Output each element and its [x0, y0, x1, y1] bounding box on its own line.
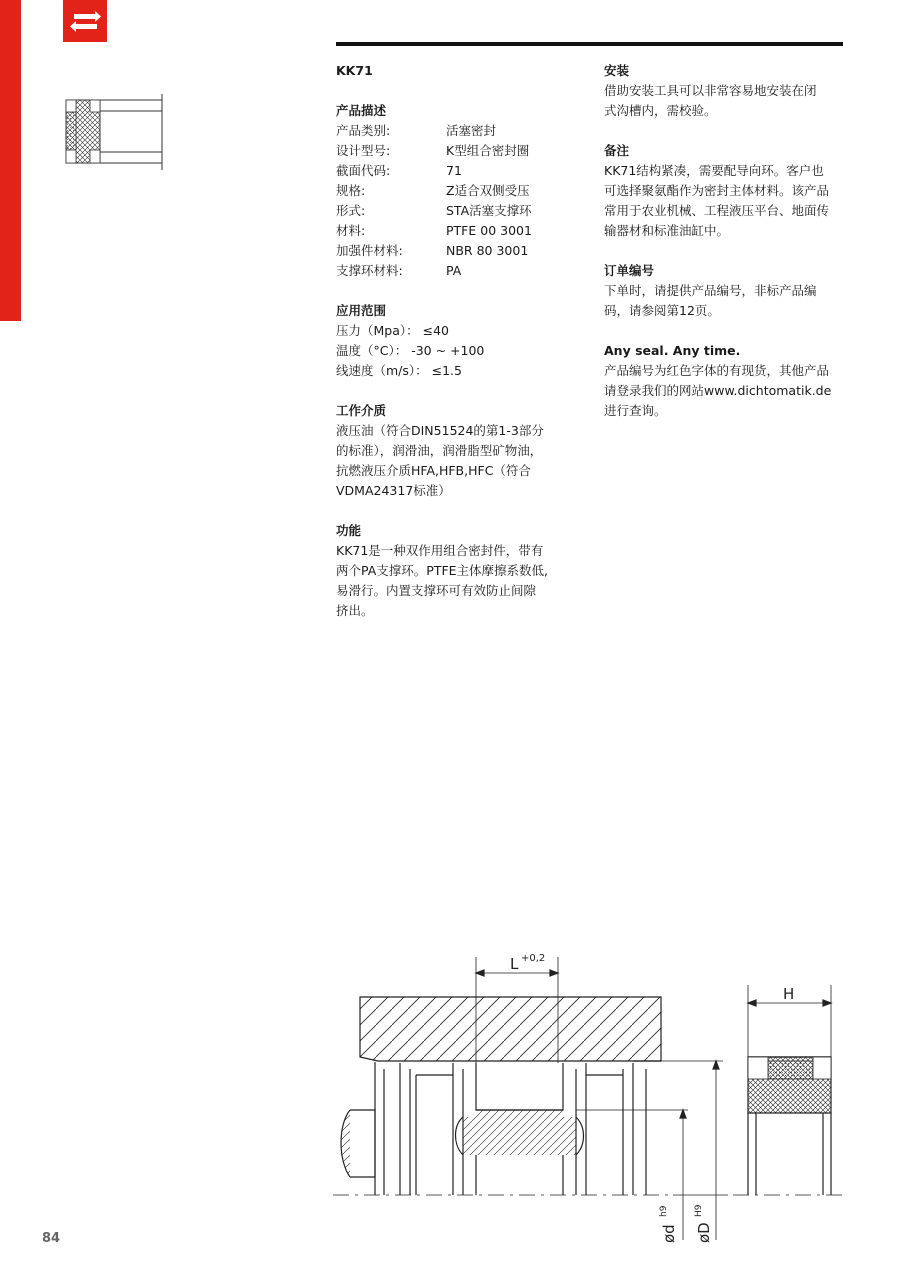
inner-diameter-label: ød — [660, 1224, 678, 1243]
notes-line: 可选择聚氨酯作为密封主体材料。该产品 — [604, 183, 830, 198]
notes-line: KK71结构紧凑，需要配导向环。客户也 — [604, 163, 824, 178]
slogan-line: 进行查询。 — [604, 403, 667, 418]
bidirectional-arrows-icon — [63, 0, 107, 42]
installation-line: 式沟槽内，需校验。 — [604, 103, 717, 118]
description-row: 设计型号: K型组合密封圈 — [336, 143, 530, 158]
red-side-bar — [0, 0, 21, 321]
description-row: 材料: PTFE 00 3001 — [336, 223, 532, 238]
description-row: 加强件材料: NBR 80 3001 — [336, 243, 529, 258]
page-number: 84 — [42, 1231, 61, 1246]
order-line: 下单时，请提供产品编号，非标产品编 — [604, 283, 817, 298]
media-line: 液压油（符合DIN51524的第1-3部分 — [336, 423, 544, 438]
function-heading: 功能 — [336, 523, 362, 538]
description-row: 产品类别: 活塞密封 — [336, 123, 497, 138]
seal-cross-section-sketch — [60, 90, 170, 179]
notes-line: 常用于农业机械、工程液压平台、地面传 — [604, 203, 830, 218]
description-table — [336, 121, 566, 281]
description-heading: 产品描述 — [336, 103, 387, 118]
height-label: H — [783, 985, 795, 1003]
inner-tolerance-label: h9 — [659, 1205, 669, 1217]
function-line: 两个PA支撑环。PTFE主体摩擦系数低, — [336, 563, 549, 578]
top-rule — [336, 42, 843, 46]
groove-width-label: L — [510, 955, 519, 973]
description-row: 截面代码: 71 — [336, 163, 462, 178]
media-heading: 工作介质 — [336, 403, 387, 418]
installation-drawing — [328, 945, 848, 1249]
description-row: 形式: STA活塞支撑环 — [336, 203, 532, 218]
function-line: KK71是一种双作用组合密封件，带有 — [336, 543, 544, 558]
right-column — [604, 61, 844, 421]
notes-line: 输器材和标准油缸中。 — [604, 223, 730, 238]
outer-diameter-label: øD — [695, 1222, 713, 1243]
application-line: 压力（Mpa）： ≤40 — [336, 323, 449, 338]
order-heading: 订单编号 — [604, 263, 655, 278]
notes-heading: 备注 — [604, 143, 630, 158]
media-line: VDMA24317标准） — [336, 483, 451, 498]
slogan-line: 产品编号为红色字体的有现货，其他产品 — [604, 363, 830, 378]
application-line: 线速度（m/s）： ≤1.5 — [336, 363, 462, 378]
slogan-line: 请登录我们的网站www.dichtomatik.de — [604, 383, 832, 398]
description-row: 支撑环材料: PA — [336, 263, 462, 278]
description-row: 规格: Z适合双侧受压 — [336, 183, 530, 198]
installation-heading: 安装 — [604, 63, 630, 78]
application-line: 温度（°C）： -30 ~ +100 — [336, 343, 485, 358]
application-heading: 应用范围 — [336, 303, 387, 318]
function-line: 挤出。 — [336, 603, 374, 618]
media-line: 的标准），润滑油，润滑脂型矿物油， — [336, 443, 543, 458]
function-line: 易滑行。内置支撑环可有效防止间隙 — [336, 583, 537, 598]
slogan-heading: Any seal. Any time. — [604, 343, 741, 358]
left-column — [336, 61, 566, 621]
order-line: 码，请参阅第12页。 — [604, 303, 720, 318]
installation-line: 借助安装工具可以非常容易地安装在闭 — [604, 83, 817, 98]
outer-tolerance-label: H9 — [694, 1204, 704, 1217]
product-code: KK71 — [336, 63, 373, 78]
groove-tolerance-label: +0,2 — [521, 953, 546, 964]
media-line: 抗燃液压介质HFA,HFB,HFC（符合 — [336, 463, 531, 478]
